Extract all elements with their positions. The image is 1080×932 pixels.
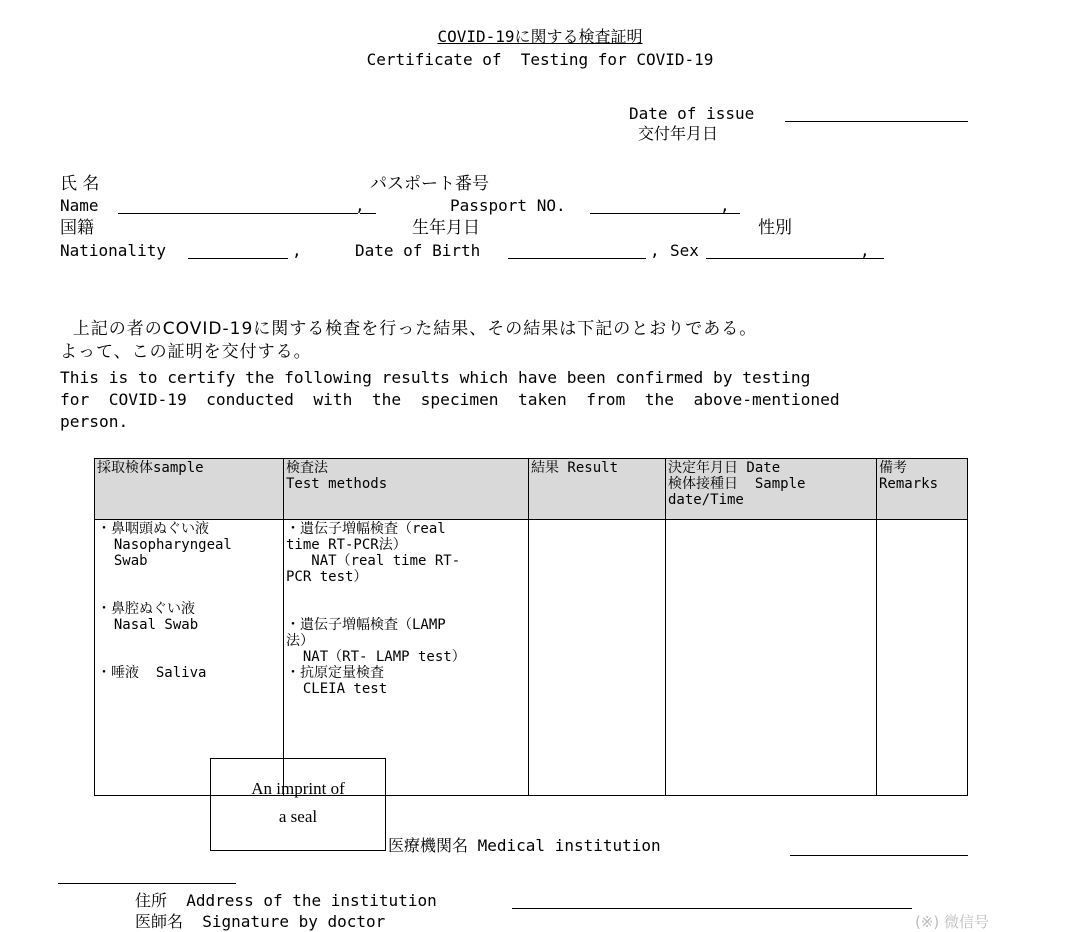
dob-jp-label: 生年月日 [412,218,480,238]
statement-en-line1: This is to certify the following results which have been confirmed by testing [60,368,811,387]
name-field[interactable] [118,213,358,214]
date-of-issue-jp-label: 交付年月日 [638,124,719,143]
nationality-label: Nationality [60,241,166,260]
dob-field[interactable] [508,258,646,259]
table-header-row [95,459,968,520]
statement-en-line2: for COVID-19 conducted with the specimen taken from the above-mentioned [60,390,840,409]
seal-text-line2: a seal [278,807,318,826]
signature-label: 医師名 Signature by doctor [135,912,386,931]
seal-box [210,758,386,851]
nationality-jp-label: 国籍 [60,218,94,238]
results-table [94,458,968,796]
header-sample: 採取検体sample [95,459,284,520]
date-of-issue-label: Date of issue [629,104,755,123]
methods-cell: ・遺伝子増幅検査（real time RT-PCR法） NAT（real time RT- PCR test） ・遺伝子増幅検査（LAMP 法） NAT（RT- LAMP test） ・抗原定量検査 CLEIA test [284,520,529,796]
sample-cell: ・鼻咽頭ぬぐい液 Nasopharyngeal Swab ・鼻腔ぬぐい液 Nasal Swab ・唾液 Saliva [95,520,284,796]
passport-jp-label: パスポート番号 [370,174,489,194]
medical-institution-field[interactable] [790,855,968,856]
medical-institution-label: 医療機関名 Medical institution [388,836,661,855]
passport-label: Passport NO. [450,196,566,215]
header-date: 決定年月日 Date 検体接種日 Sample date/Time [666,459,877,520]
remarks-cell[interactable] [877,520,968,796]
address-field[interactable] [512,908,912,909]
sex-jp-label: 性別 [758,218,792,238]
table-row [95,520,968,796]
statement-jp-line2: よって、この証明を交付する。 [60,342,312,362]
header-result: 結果 Result [529,459,666,520]
sex-field[interactable] [706,258,884,259]
signature-divider [58,883,236,884]
header-test-methods: 検査法 Test methods [284,459,529,520]
seal-text-line1: An imprint of [251,779,345,798]
statement-jp-line1: 上記の者のCOVID-19に関する検査を行った結果、その結果は下記のとおりである。 [60,319,758,339]
sex-label: Sex [670,241,699,260]
dob-label: Date of Birth [355,241,481,260]
nationality-field[interactable] [188,258,288,259]
title-english: Certificate of Testing for COVID-19 [366,50,714,69]
date-cell[interactable] [666,520,877,796]
name-jp-label: 氏 名 [60,174,100,194]
passport-field[interactable] [590,213,740,214]
date-of-issue-field[interactable] [785,121,968,122]
address-label: 住所 Address of the institution [135,891,437,910]
title-japanese: COVID-19に関する検査証明 [437,27,643,46]
header-remarks: 備考 Remarks [877,459,968,520]
result-cell[interactable] [529,520,666,796]
watermark-text: (※) 微信号 [915,913,990,931]
statement-en-line3: person. [60,412,129,431]
name-label: Name [60,196,99,215]
